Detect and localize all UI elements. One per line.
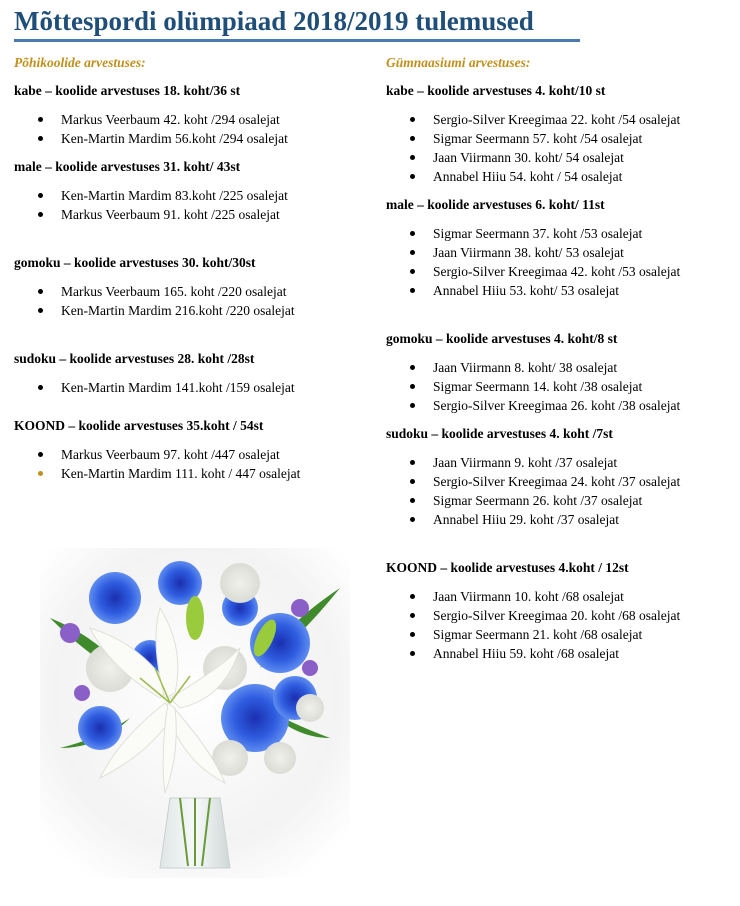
list-item: Ken-Martin Mardim 216.koht /220 osalejat	[14, 301, 364, 320]
list-item: Sergio-Silver Kreegimaa 42. koht /53 osalejat	[386, 262, 736, 281]
entry-list	[14, 282, 364, 320]
entry-list	[14, 378, 364, 397]
section-title-sudoku: sudoku – koolide arvestuses 28. koht /28st	[14, 351, 255, 366]
bullet-icon	[410, 479, 415, 484]
list-item: Sergio-Silver Kreegimaa 26. koht /38 osalejat	[386, 396, 736, 415]
entry-list	[14, 186, 364, 224]
list-item: Annabel Hiiu 59. koht /68 osalejat	[386, 644, 736, 663]
list-item: Ken-Martin Mardim 56.koht /294 osalejat	[14, 129, 364, 148]
list-item: Sigmar Seermann 37. koht /53 osalejat	[386, 224, 736, 243]
bullet-icon	[38, 136, 43, 141]
list-item: Jaan Viirmann 30. koht/ 54 osalejat	[386, 148, 736, 167]
entry-list	[386, 358, 736, 415]
list-item: Jaan Viirmann 10. koht /68 osalejat	[386, 587, 736, 606]
section-title-kabe: kabe – koolide arvestuses 4. koht/10 st	[386, 83, 606, 98]
list-item: Sigmar Seermann 57. koht /54 osalejat	[386, 129, 736, 148]
list-item: Sergio-Silver Kreegimaa 20. koht /68 osalejat	[386, 606, 736, 625]
bullet-icon	[410, 269, 415, 274]
section-title-kabe: kabe – koolide arvestuses 18. koht/36 st	[14, 83, 241, 98]
section-title-koond: KOOND – koolide arvestuses 35.koht / 54st	[14, 418, 264, 433]
bullet-icon	[38, 308, 43, 313]
section-title-male: male – koolide arvestuses 31. koht/ 43st	[14, 159, 241, 174]
bullet-icon	[38, 289, 43, 294]
bullet-icon	[410, 384, 415, 389]
bullet-icon	[410, 136, 415, 141]
page-title: Mõttespordi olümpiaad 2018/2019 tulemused	[14, 6, 534, 36]
bullet-icon	[410, 174, 415, 179]
list-item: Ken-Martin Mardim 111. koht / 447 osalejat	[14, 464, 364, 483]
entry-list	[386, 453, 736, 529]
list-item: Annabel Hiiu 54. koht / 54 osalejat	[386, 167, 736, 186]
list-item: Ken-Martin Mardim 83.koht /225 osalejat	[14, 186, 364, 205]
bullet-icon	[410, 460, 415, 465]
entry-list	[386, 224, 736, 300]
column-heading: Põhikoolide arvestuses:	[14, 55, 146, 70]
bullet-icon	[410, 365, 415, 370]
list-item: Sigmar Seermann 21. koht /68 osalejat	[386, 625, 736, 644]
list-item: Ken-Martin Mardim 141.koht /159 osalejat	[14, 378, 364, 397]
bullet-icon	[38, 212, 43, 217]
bullet-icon	[410, 117, 415, 122]
bullet-icon	[38, 193, 43, 198]
section-title-male: male – koolide arvestuses 6. koht/ 11st	[386, 197, 605, 212]
list-item: Markus Veerbaum 42. koht /294 osalejat	[14, 110, 364, 129]
list-item: Sergio-Silver Kreegimaa 24. koht /37 osalejat	[386, 472, 736, 491]
list-item: Markus Veerbaum 97. koht /447 osalejat	[14, 445, 364, 464]
flower-bouquet-image	[40, 548, 350, 878]
bullet-icon	[38, 471, 43, 476]
bullet-icon	[38, 385, 43, 390]
list-item: Markus Veerbaum 165. koht /220 osalejat	[14, 282, 364, 301]
section-title-sudoku: sudoku – koolide arvestuses 4. koht /7st	[386, 426, 613, 441]
list-item: Jaan Viirmann 9. koht /37 osalejat	[386, 453, 736, 472]
bullet-icon	[410, 632, 415, 637]
bullet-icon	[410, 613, 415, 618]
entry-list	[386, 587, 736, 663]
list-item: Sigmar Seermann 26. koht /37 osalejat	[386, 491, 736, 510]
bullet-icon	[38, 117, 43, 122]
list-item: Annabel Hiiu 29. koht /37 osalejat	[386, 510, 736, 529]
list-item: Sigmar Seermann 14. koht /38 osalejat	[386, 377, 736, 396]
list-item: Jaan Viirmann 38. koht/ 53 osalejat	[386, 243, 736, 262]
entry-list	[14, 110, 364, 148]
entry-list	[14, 445, 364, 483]
list-item: Sergio-Silver Kreegimaa 22. koht /54 osalejat	[386, 110, 736, 129]
bullet-icon	[410, 250, 415, 255]
list-item: Annabel Hiiu 53. koht/ 53 osalejat	[386, 281, 736, 300]
section-title-gomoku: gomoku – koolide arvestuses 30. koht/30st	[14, 255, 256, 270]
bullet-icon	[410, 288, 415, 293]
bullet-icon	[410, 231, 415, 236]
bullet-icon	[38, 452, 43, 457]
title-underline	[14, 39, 580, 42]
section-title-gomoku: gomoku – koolide arvestuses 4. koht/8 st	[386, 331, 618, 346]
bullet-icon	[410, 651, 415, 656]
bullet-icon	[410, 594, 415, 599]
bullet-icon	[410, 155, 415, 160]
entry-list	[386, 110, 736, 186]
list-item: Jaan Viirmann 8. koht/ 38 osalejat	[386, 358, 736, 377]
bullet-icon	[410, 517, 415, 522]
column-basic-schools	[14, 54, 364, 493]
column-heading: Gümnaasiumi arvestuses:	[386, 55, 531, 70]
column-gymnasium	[386, 54, 736, 673]
bullet-icon	[410, 403, 415, 408]
section-title-koond: KOOND – koolide arvestuses 4.koht / 12st	[386, 560, 629, 575]
list-item: Markus Veerbaum 91. koht /225 osalejat	[14, 205, 364, 224]
bullet-icon	[410, 498, 415, 503]
